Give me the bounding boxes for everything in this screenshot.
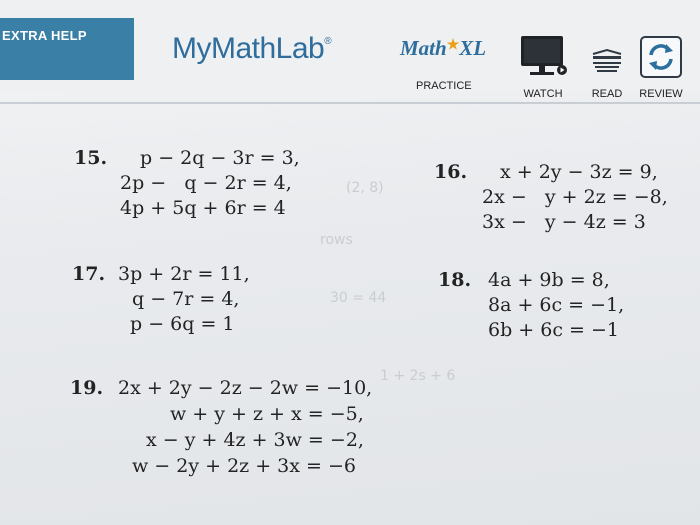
- problem-number: 15.: [74, 147, 108, 169]
- book-icon: [587, 34, 627, 80]
- problem-16: [434, 160, 668, 233]
- logo-text: MyMathLab: [172, 32, 325, 65]
- extra-help-tab: EXTRA HELP: [0, 18, 134, 80]
- equation-line: 4p + 5q + 6r = 4: [120, 197, 286, 219]
- problem-number: 16.: [434, 161, 468, 183]
- star-icon: ★: [446, 38, 460, 53]
- equation-line: q − 7r = 4,: [132, 288, 240, 310]
- show-through-text: (2, 8): [346, 180, 384, 196]
- equation-line: x − y + 4z + 3w = −2,: [146, 429, 364, 451]
- equation-line: 6b + 6c = −1: [488, 319, 619, 341]
- watch-button: [517, 34, 569, 100]
- mathxl-text: Math: [400, 36, 447, 60]
- show-through-text: 1 + 2s + 6: [380, 368, 456, 384]
- resource-toolbar: [517, 34, 687, 108]
- problem-number: 19.: [70, 377, 104, 399]
- review-label: REVIEW: [639, 88, 683, 100]
- show-through-text: 30 = 44: [330, 290, 387, 306]
- equation-line: 3p + 2r = 11,: [118, 263, 250, 285]
- equation-line: 4a + 9b = 8,: [488, 269, 610, 291]
- equation-line: w − 2y + 2z + 3x = −6: [132, 455, 356, 477]
- read-label: READ: [591, 88, 623, 100]
- monitor-icon: [518, 34, 568, 80]
- problem-number: 18.: [438, 269, 472, 291]
- mathxl-logo: [400, 36, 486, 61]
- practice-label: PRACTICE: [416, 80, 472, 92]
- problem-19: [70, 376, 373, 477]
- header-divider: [0, 102, 700, 104]
- equation-line: p − 6q = 1: [130, 313, 235, 335]
- registered-mark: ®: [324, 36, 332, 47]
- read-button: [581, 34, 633, 100]
- review-button: [635, 34, 687, 100]
- mymathlab-logo: [172, 32, 331, 66]
- problem-15: [74, 146, 300, 219]
- mathxl-suffix: XL: [459, 36, 487, 60]
- refresh-icon: [638, 34, 684, 80]
- equation-line: 2p − q − 2r = 4,: [120, 172, 292, 194]
- problem-number: 17.: [72, 263, 106, 285]
- equation-line: w + y + z + x = −5,: [170, 403, 364, 425]
- equation-line: p − 2q − 3r = 3,: [140, 147, 300, 169]
- equation-line: 3x − y − 4z = 3: [482, 211, 646, 233]
- watch-label: WATCH: [523, 88, 563, 100]
- problem-18: [438, 268, 625, 341]
- equation-line: 2x + 2y − 2z − 2w = −10,: [118, 377, 373, 399]
- equation-line: 2x − y + 2z = −8,: [482, 186, 668, 208]
- show-through-text: rows: [320, 232, 353, 248]
- equation-line: x + 2y − 3z = 9,: [500, 161, 658, 183]
- equation-line: 8a + 6c = −1,: [488, 294, 625, 316]
- problem-17: [72, 262, 250, 335]
